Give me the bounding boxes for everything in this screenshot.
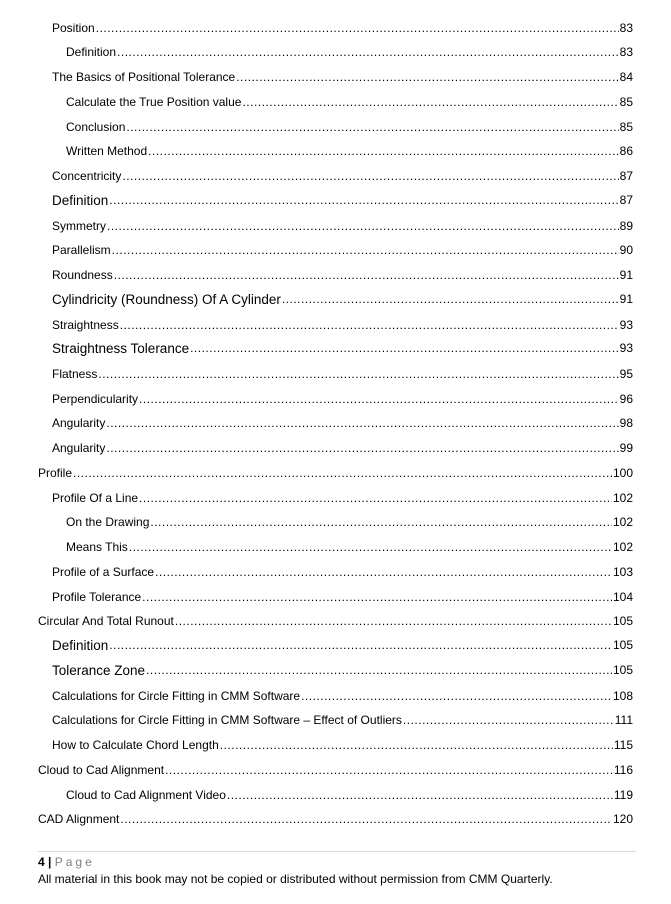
toc-entry-title: Straightness Tolerance (52, 341, 190, 356)
toc-entry[interactable] (52, 267, 633, 283)
toc-entry-title: Profile (38, 466, 73, 480)
toc-entry-page: 95 (619, 367, 633, 381)
toc-entry-title: Cloud to Cad Alignment (38, 763, 165, 777)
leader-dots (165, 762, 613, 778)
page-label: Page (54, 855, 95, 869)
toc-entry[interactable] (52, 440, 633, 456)
toc-entry[interactable] (66, 539, 633, 555)
toc-entry-title: Cloud to Cad Alignment Video (66, 788, 226, 802)
toc-entry-page: 93 (619, 341, 633, 355)
toc-entry-page: 93 (619, 318, 633, 332)
leader-dots (282, 291, 619, 308)
toc-entry[interactable] (52, 637, 633, 654)
leader-dots (120, 317, 619, 333)
leader-dots (114, 267, 619, 283)
toc-entry-title: Concentricity (52, 169, 122, 183)
toc-entry-page: 108 (612, 689, 633, 703)
leader-dots (175, 613, 612, 629)
leader-dots (146, 662, 612, 679)
leader-dots (155, 564, 612, 580)
toc-entry[interactable] (38, 762, 633, 778)
toc-entry-title: Calculations for Circle Fitting in CMM Software – Effect of Outliers (52, 713, 402, 727)
copyright-notice: All material in this book may not be copied or distributed without permission from CMM Quarterly. (38, 872, 553, 886)
toc-entry-page: 105 (612, 614, 633, 628)
toc-entry[interactable] (52, 366, 633, 382)
toc-entry-page: 116 (613, 763, 633, 777)
toc-entry[interactable] (52, 218, 633, 234)
toc-entry[interactable] (66, 94, 633, 110)
toc-entry-title: Profile of a Surface (52, 565, 155, 579)
footer-divider (38, 851, 636, 852)
toc-entry[interactable] (38, 613, 633, 629)
toc-entry-page: 84 (619, 70, 633, 84)
toc-entry[interactable] (66, 44, 633, 60)
toc-entry-title: Circular And Total Runout (38, 614, 174, 628)
toc-entry-title: Roundness (52, 268, 113, 282)
toc-entry-title: Definition (66, 45, 117, 59)
toc-entry[interactable] (52, 242, 633, 258)
toc-entry-title: Definition (52, 193, 109, 208)
toc-entry-title: How to Calculate Chord Length (52, 738, 219, 752)
toc-entry[interactable] (52, 69, 633, 85)
toc-entry-page: 105 (612, 638, 633, 652)
leader-dots (122, 168, 618, 184)
toc-entry-page: 83 (619, 21, 633, 35)
leader-dots (227, 787, 613, 803)
toc-entry-title: Profile Of a Line (52, 491, 139, 505)
toc-entry-page: 87 (619, 193, 633, 207)
toc-entry[interactable] (52, 192, 633, 209)
leader-dots (117, 44, 619, 60)
toc-entry[interactable] (38, 811, 633, 827)
toc-entry-title: Cylindricity (Roundness) Of A Cylinder (52, 292, 281, 307)
toc-entry[interactable] (52, 391, 633, 407)
toc-entry[interactable] (52, 737, 633, 753)
page-number-value: 4 (38, 855, 45, 869)
toc-entry[interactable] (66, 514, 633, 530)
toc-entry-page: 119 (613, 788, 633, 802)
toc-entry-title: Calculate the True Position value (66, 95, 242, 109)
leader-dots (73, 465, 612, 481)
toc-entry-page: 83 (619, 45, 633, 59)
toc-entry-title: Perpendicularity (52, 392, 139, 406)
leader-dots (106, 440, 618, 456)
leader-dots (109, 637, 612, 654)
toc-entry[interactable] (52, 20, 633, 36)
toc-entry-page: 105 (612, 663, 633, 677)
leader-dots (129, 539, 612, 555)
leader-dots (220, 737, 613, 753)
toc-entry-page: 98 (619, 416, 633, 430)
toc-entry-title: The Basics of Positional Tolerance (52, 70, 236, 84)
toc-entry[interactable] (52, 415, 633, 431)
toc-entry-title: Profile Tolerance (52, 590, 142, 604)
leader-dots (109, 192, 618, 209)
toc-entry-title: CAD Alignment (38, 812, 120, 826)
page-separator: | (48, 855, 52, 869)
toc-entry-title: Tolerance Zone (52, 663, 146, 678)
toc-entry[interactable] (52, 688, 633, 704)
toc-entry[interactable] (66, 787, 633, 803)
toc-entry[interactable] (52, 662, 633, 679)
toc-entry-page: 103 (612, 565, 633, 579)
toc-entry-title: Angularity (52, 441, 106, 455)
toc-entry[interactable] (66, 119, 633, 135)
leader-dots (126, 119, 618, 135)
toc-entry-page: 102 (612, 491, 633, 505)
toc-entry[interactable] (52, 168, 633, 184)
leader-dots (120, 811, 612, 827)
toc-entry-page: 90 (619, 243, 633, 257)
toc-entry-page: 89 (619, 219, 633, 233)
toc-entry-page: 102 (612, 515, 633, 529)
page-number (38, 854, 95, 870)
toc-entry-title: Definition (52, 638, 109, 653)
toc-entry-title: Calculations for Circle Fitting in CMM Software (52, 689, 301, 703)
toc-entry-page: 120 (612, 812, 633, 826)
toc-entry-title: Written Method (66, 144, 148, 158)
toc-entry-title: On the Drawing (66, 515, 150, 529)
toc-entry-page: 100 (612, 466, 633, 480)
leader-dots (112, 242, 619, 258)
toc-entry[interactable] (52, 291, 633, 308)
leader-dots (98, 366, 618, 382)
leader-dots (242, 94, 618, 110)
toc-entry[interactable] (38, 465, 633, 481)
toc-entry-title: Flatness (52, 367, 98, 381)
leader-dots (107, 218, 619, 234)
toc-entry-page: 99 (619, 441, 633, 455)
toc-entry[interactable] (52, 589, 633, 605)
toc-entry[interactable] (52, 564, 633, 580)
toc-entry-title: Straightness (52, 318, 119, 332)
toc-entry[interactable] (52, 340, 633, 357)
toc-entry-page: 85 (619, 95, 633, 109)
toc-entry-page: 91 (619, 268, 633, 282)
toc-entry-title: Symmetry (52, 219, 106, 233)
leader-dots (96, 20, 619, 36)
toc-entry-title: Means This (66, 540, 128, 554)
leader-dots (139, 490, 612, 506)
toc-entry-page: 91 (619, 292, 633, 306)
leader-dots (236, 69, 618, 85)
leader-dots (190, 340, 619, 357)
toc-entry-page: 104 (612, 590, 633, 604)
leader-dots (106, 415, 618, 431)
leader-dots (148, 143, 618, 159)
toc-entry[interactable] (52, 712, 633, 728)
toc-entry-title: Position (52, 21, 95, 35)
toc-entry-page: 85 (619, 120, 633, 134)
toc-entry-page: 96 (619, 392, 633, 406)
leader-dots (301, 688, 612, 704)
leader-dots (142, 589, 612, 605)
leader-dots (150, 514, 612, 530)
toc-entry-page: 87 (619, 169, 633, 183)
toc-entry-page: 102 (612, 540, 633, 554)
toc-entry-page: 115 (613, 738, 633, 752)
toc-entry[interactable] (52, 317, 633, 333)
toc-entry-title: Conclusion (66, 120, 126, 134)
toc-entry-title: Angularity (52, 416, 106, 430)
toc-entry-page: 86 (619, 144, 633, 158)
toc-entry[interactable] (66, 143, 633, 159)
toc-entry[interactable] (52, 490, 633, 506)
leader-dots (139, 391, 619, 407)
leader-dots (403, 712, 614, 728)
toc-entry-page: 111 (614, 713, 633, 727)
toc-entry-title: Parallelism (52, 243, 111, 257)
